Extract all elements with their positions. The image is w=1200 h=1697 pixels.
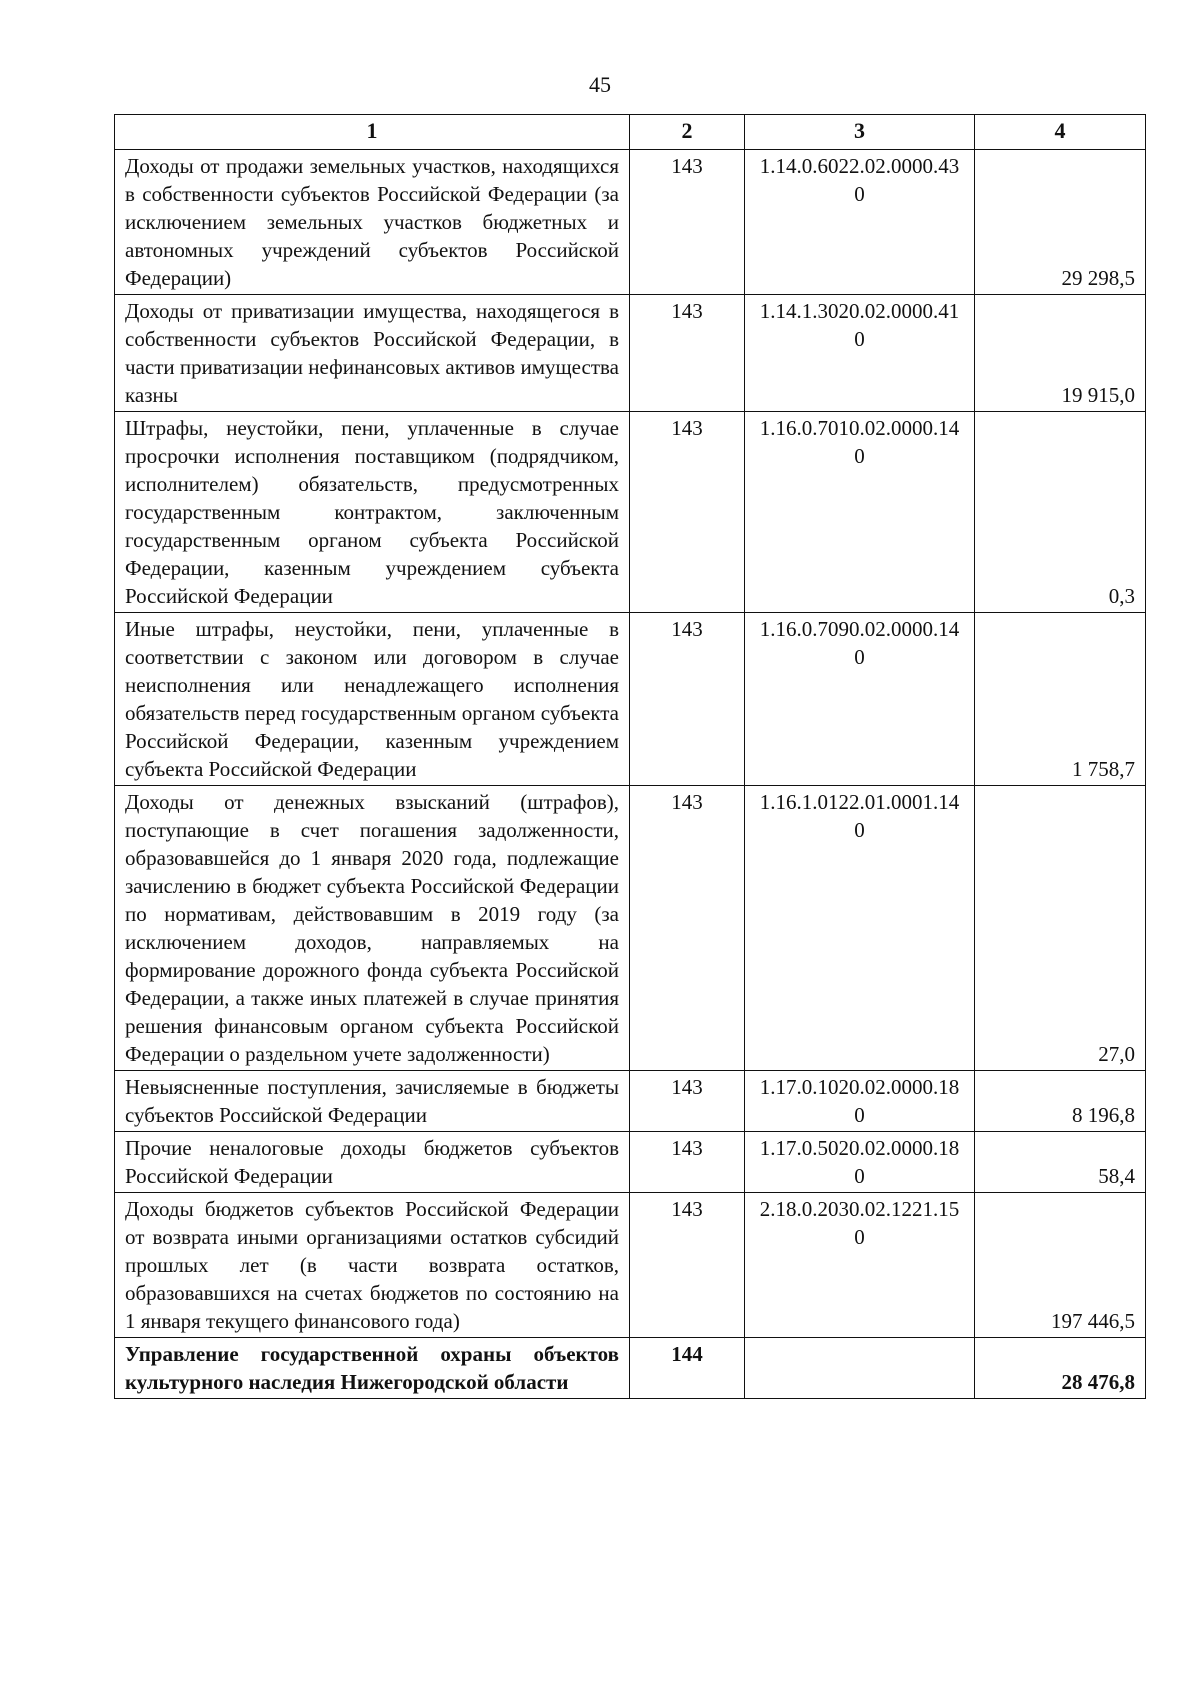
admin-code-cell: 143 xyxy=(630,150,745,295)
admin-code-cell: 143 xyxy=(630,1193,745,1338)
admin-code-cell: 143 xyxy=(630,613,745,786)
budget-code-cell: 1.16.0.7090.02.0000.140 xyxy=(745,613,975,786)
income-name-cell: Управление государственной охраны объектов культурного наследия Нижегородской области xyxy=(115,1338,630,1399)
budget-code-cell: 1.14.0.6022.02.0000.430 xyxy=(745,150,975,295)
header-col-4: 4 xyxy=(975,115,1146,150)
table-row xyxy=(115,412,1146,613)
income-name-cell: Иные штрафы, неустойки, пени, уплаченные в соответствии с законом или договором в случае неисполнения или ненадлежащего исполнения обязательств перед государственным органом субъекта Российской Федерации, казенным учреждением субъекта Российской Федерации xyxy=(115,613,630,786)
amount-cell: 28 476,8 xyxy=(975,1338,1146,1399)
table-row xyxy=(115,1338,1146,1399)
table-row xyxy=(115,613,1146,786)
admin-code-cell: 143 xyxy=(630,786,745,1071)
revenue-table xyxy=(114,114,1146,1399)
admin-code-cell: 143 xyxy=(630,1132,745,1193)
income-name-cell: Доходы от денежных взысканий (штрафов), поступающие в счет погашения задолженности, образовавшейся до 1 января 2020 года, подлежащие зачислению в бюджет субъекта Российской Федерации по нормативам, действовавшим в 2019 году (за исключением доходов, направляемых на формирование дорожного фонда субъекта Российской Федерации, а также иных платежей в случае принятия решения финансовым органом субъекта Российской Федерации о раздельном учете задолженности) xyxy=(115,786,630,1071)
table-row xyxy=(115,1071,1146,1132)
budget-code-cell: 1.16.0.7010.02.0000.140 xyxy=(745,412,975,613)
budget-code-cell xyxy=(745,1338,975,1399)
table-row xyxy=(115,1132,1146,1193)
admin-code-cell: 143 xyxy=(630,412,745,613)
amount-cell: 58,4 xyxy=(975,1132,1146,1193)
budget-code-cell: 1.14.1.3020.02.0000.410 xyxy=(745,295,975,412)
table-header-row xyxy=(115,115,1146,150)
income-name-cell: Доходы от приватизации имущества, находящегося в собственности субъектов Российской Федерации, в части приватизации нефинансовых активов имущества казны xyxy=(115,295,630,412)
income-name-cell: Штрафы, неустойки, пени, уплаченные в случае просрочки исполнения поставщиком (подрядчиком, исполнителем) обязательств, предусмотренных государственным контрактом, заключенным государственным органом субъекта Российской Федерации, казенным учреждением субъекта Российской Федерации xyxy=(115,412,630,613)
table-body xyxy=(115,150,1146,1399)
budget-code-cell: 1.17.0.1020.02.0000.180 xyxy=(745,1071,975,1132)
header-col-2: 2 xyxy=(630,115,745,150)
page-number: 45 xyxy=(589,72,611,97)
header-col-3: 3 xyxy=(745,115,975,150)
table-row xyxy=(115,786,1146,1071)
table-row xyxy=(115,150,1146,295)
amount-cell: 8 196,8 xyxy=(975,1071,1146,1132)
table-row xyxy=(115,1193,1146,1338)
admin-code-cell: 143 xyxy=(630,1071,745,1132)
budget-code-cell: 1.17.0.5020.02.0000.180 xyxy=(745,1132,975,1193)
budget-code-cell: 1.16.1.0122.01.0001.140 xyxy=(745,786,975,1071)
amount-cell: 19 915,0 xyxy=(975,295,1146,412)
table-row xyxy=(115,295,1146,412)
admin-code-cell: 143 xyxy=(630,295,745,412)
amount-cell: 29 298,5 xyxy=(975,150,1146,295)
amount-cell: 0,3 xyxy=(975,412,1146,613)
header-col-1: 1 xyxy=(115,115,630,150)
budget-code-cell: 2.18.0.2030.02.1221.150 xyxy=(745,1193,975,1338)
amount-cell: 197 446,5 xyxy=(975,1193,1146,1338)
admin-code-cell: 144 xyxy=(630,1338,745,1399)
amount-cell: 27,0 xyxy=(975,786,1146,1071)
income-name-cell: Невыясненные поступления, зачисляемые в бюджеты субъектов Российской Федерации xyxy=(115,1071,630,1132)
amount-cell: 1 758,7 xyxy=(975,613,1146,786)
income-name-cell: Прочие неналоговые доходы бюджетов субъектов Российской Федерации xyxy=(115,1132,630,1193)
income-name-cell: Доходы от продажи земельных участков, находящихся в собственности субъектов Российской Федерации (за исключением земельных участков бюджетных и автономных учреждений субъектов Российской Федерации) xyxy=(115,150,630,295)
income-name-cell: Доходы бюджетов субъектов Российской Федерации от возврата иными организациями остатков субсидий прошлых лет (в части возврата остатков, образовавшихся на счетах бюджетов по состоянию на 1 января текущего финансового года) xyxy=(115,1193,630,1338)
